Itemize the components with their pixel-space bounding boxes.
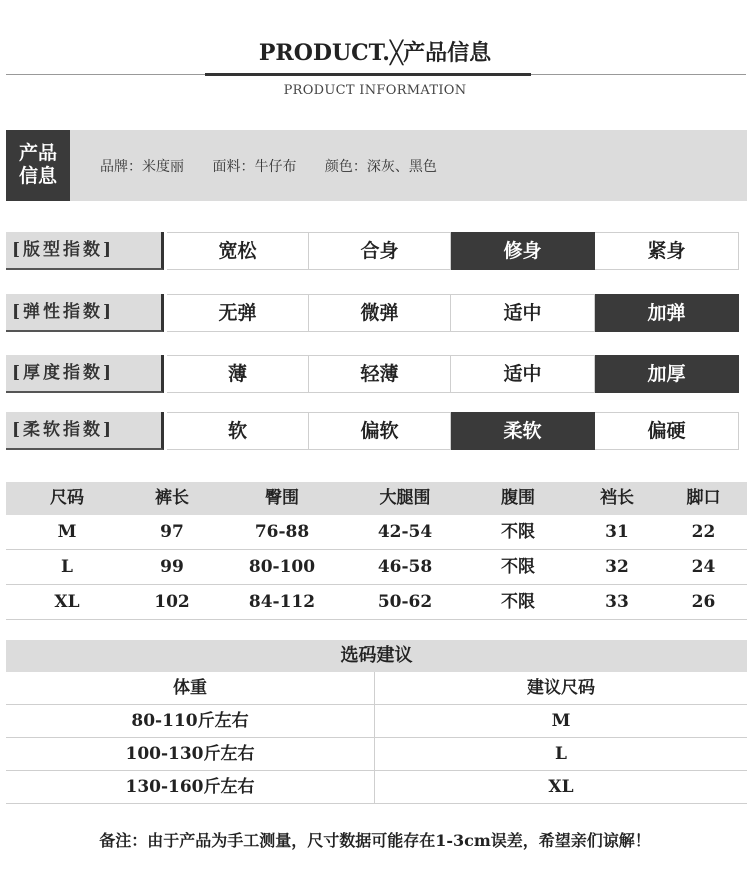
- size-cell: 80-100: [248, 557, 316, 577]
- recommend-cell: XL: [548, 777, 574, 797]
- recommend-header-row: [6, 672, 747, 705]
- table-row: [6, 771, 747, 804]
- product-info-text: [100, 156, 461, 176]
- table-row: [6, 515, 747, 550]
- size-cell: 33: [605, 592, 629, 612]
- index-label: [柔软指数]: [6, 412, 164, 450]
- size-cell: 50-62: [377, 592, 433, 612]
- size-cell: L: [61, 557, 73, 577]
- index-option: 偏硬: [595, 412, 739, 450]
- size-header-cell: 尺码: [50, 488, 84, 508]
- product-info-tag-line2: 信息: [18, 165, 57, 187]
- size-cell: 42-54: [377, 522, 433, 542]
- size-table-header: [6, 482, 747, 515]
- brand-info: 品牌：米度丽: [100, 159, 184, 175]
- index-option: 适中: [451, 294, 595, 332]
- table-row: [6, 550, 747, 585]
- index-option: 软: [167, 412, 309, 450]
- table-row: [6, 585, 747, 620]
- index-label: [厚度指数]: [6, 355, 164, 393]
- size-cell: M: [57, 522, 77, 542]
- size-recommendation-table: [6, 640, 747, 804]
- index-option: 轻薄: [309, 355, 451, 393]
- size-header-cell: 腹围: [501, 488, 535, 508]
- product-info-tag: [6, 130, 70, 201]
- size-header-cell: 裆长: [600, 488, 634, 508]
- index-option: 无弹: [167, 294, 309, 332]
- product-info-banner: [6, 130, 747, 201]
- table-row: [6, 738, 747, 771]
- size-header-cell: 脚口: [686, 488, 721, 508]
- size-header-cell: 大腿围: [379, 488, 431, 508]
- size-header-cell: 臀围: [265, 488, 299, 508]
- size-table: [6, 482, 747, 620]
- recommend-cell: 100-130斤左右: [6, 738, 375, 770]
- index-option: 偏软: [309, 412, 451, 450]
- index-option: 修身: [451, 232, 595, 270]
- color-info: 颜色：深灰、黑色: [324, 159, 437, 175]
- recommend-cell: 80-110斤左右: [6, 705, 375, 737]
- product-info-tag-line1: 产品: [18, 142, 57, 164]
- recommend-cell: L: [555, 744, 567, 764]
- size-cell: 32: [605, 557, 629, 577]
- size-cell: 不限: [501, 557, 535, 577]
- index-option: 紧身: [595, 232, 739, 270]
- size-cell: 97: [160, 522, 184, 542]
- index-option: 适中: [451, 355, 595, 393]
- index-option: 柔软: [451, 412, 595, 450]
- recommend-title: 选码建议: [6, 640, 747, 672]
- page-title: PRODUCT.╳产品信息: [258, 40, 492, 66]
- index-option: 合身: [309, 232, 451, 270]
- size-cell: 31: [605, 522, 629, 542]
- size-cell: 46-58: [377, 557, 433, 577]
- index-row-elasticity: [6, 294, 739, 332]
- size-cell: 24: [691, 557, 716, 577]
- size-cell: 102: [154, 592, 190, 612]
- size-header-cell: 裤长: [155, 488, 189, 508]
- index-row-softness: [6, 412, 739, 450]
- size-cell: XL: [54, 592, 80, 612]
- recommend-cell: M: [551, 711, 571, 731]
- size-cell: 不限: [501, 592, 535, 612]
- table-row: [6, 705, 747, 738]
- page-subtitle: PRODUCT INFORMATION: [283, 83, 467, 98]
- recommend-header-cell: 体重: [6, 672, 375, 704]
- recommend-header-cell: 建议尺码: [527, 678, 595, 698]
- size-cell: 76-88: [254, 522, 310, 542]
- size-cell: 22: [691, 522, 716, 542]
- index-label: [弹性指数]: [6, 294, 164, 332]
- index-row-thickness: [6, 355, 739, 393]
- recommend-cell: 130-160斤左右: [6, 771, 375, 803]
- index-option: 宽松: [167, 232, 309, 270]
- index-label: [版型指数]: [6, 232, 164, 270]
- size-cell: 84-112: [248, 592, 316, 612]
- size-cell: 99: [160, 557, 184, 577]
- index-option: 薄: [167, 355, 309, 393]
- fabric-info: 面料：牛仔布: [212, 159, 297, 175]
- index-option: 加弹: [595, 294, 739, 332]
- index-option: 加厚: [595, 355, 739, 393]
- size-cell: 26: [691, 592, 716, 612]
- index-option: 微弹: [309, 294, 451, 332]
- measurement-note: 备注：由于产品为手工测量，尺寸数据可能存在1-3cm误差，希望亲们谅解！: [99, 831, 651, 850]
- size-cell: 不限: [501, 522, 535, 542]
- header-divider-accent: [205, 73, 531, 76]
- index-row-fit: [6, 232, 739, 270]
